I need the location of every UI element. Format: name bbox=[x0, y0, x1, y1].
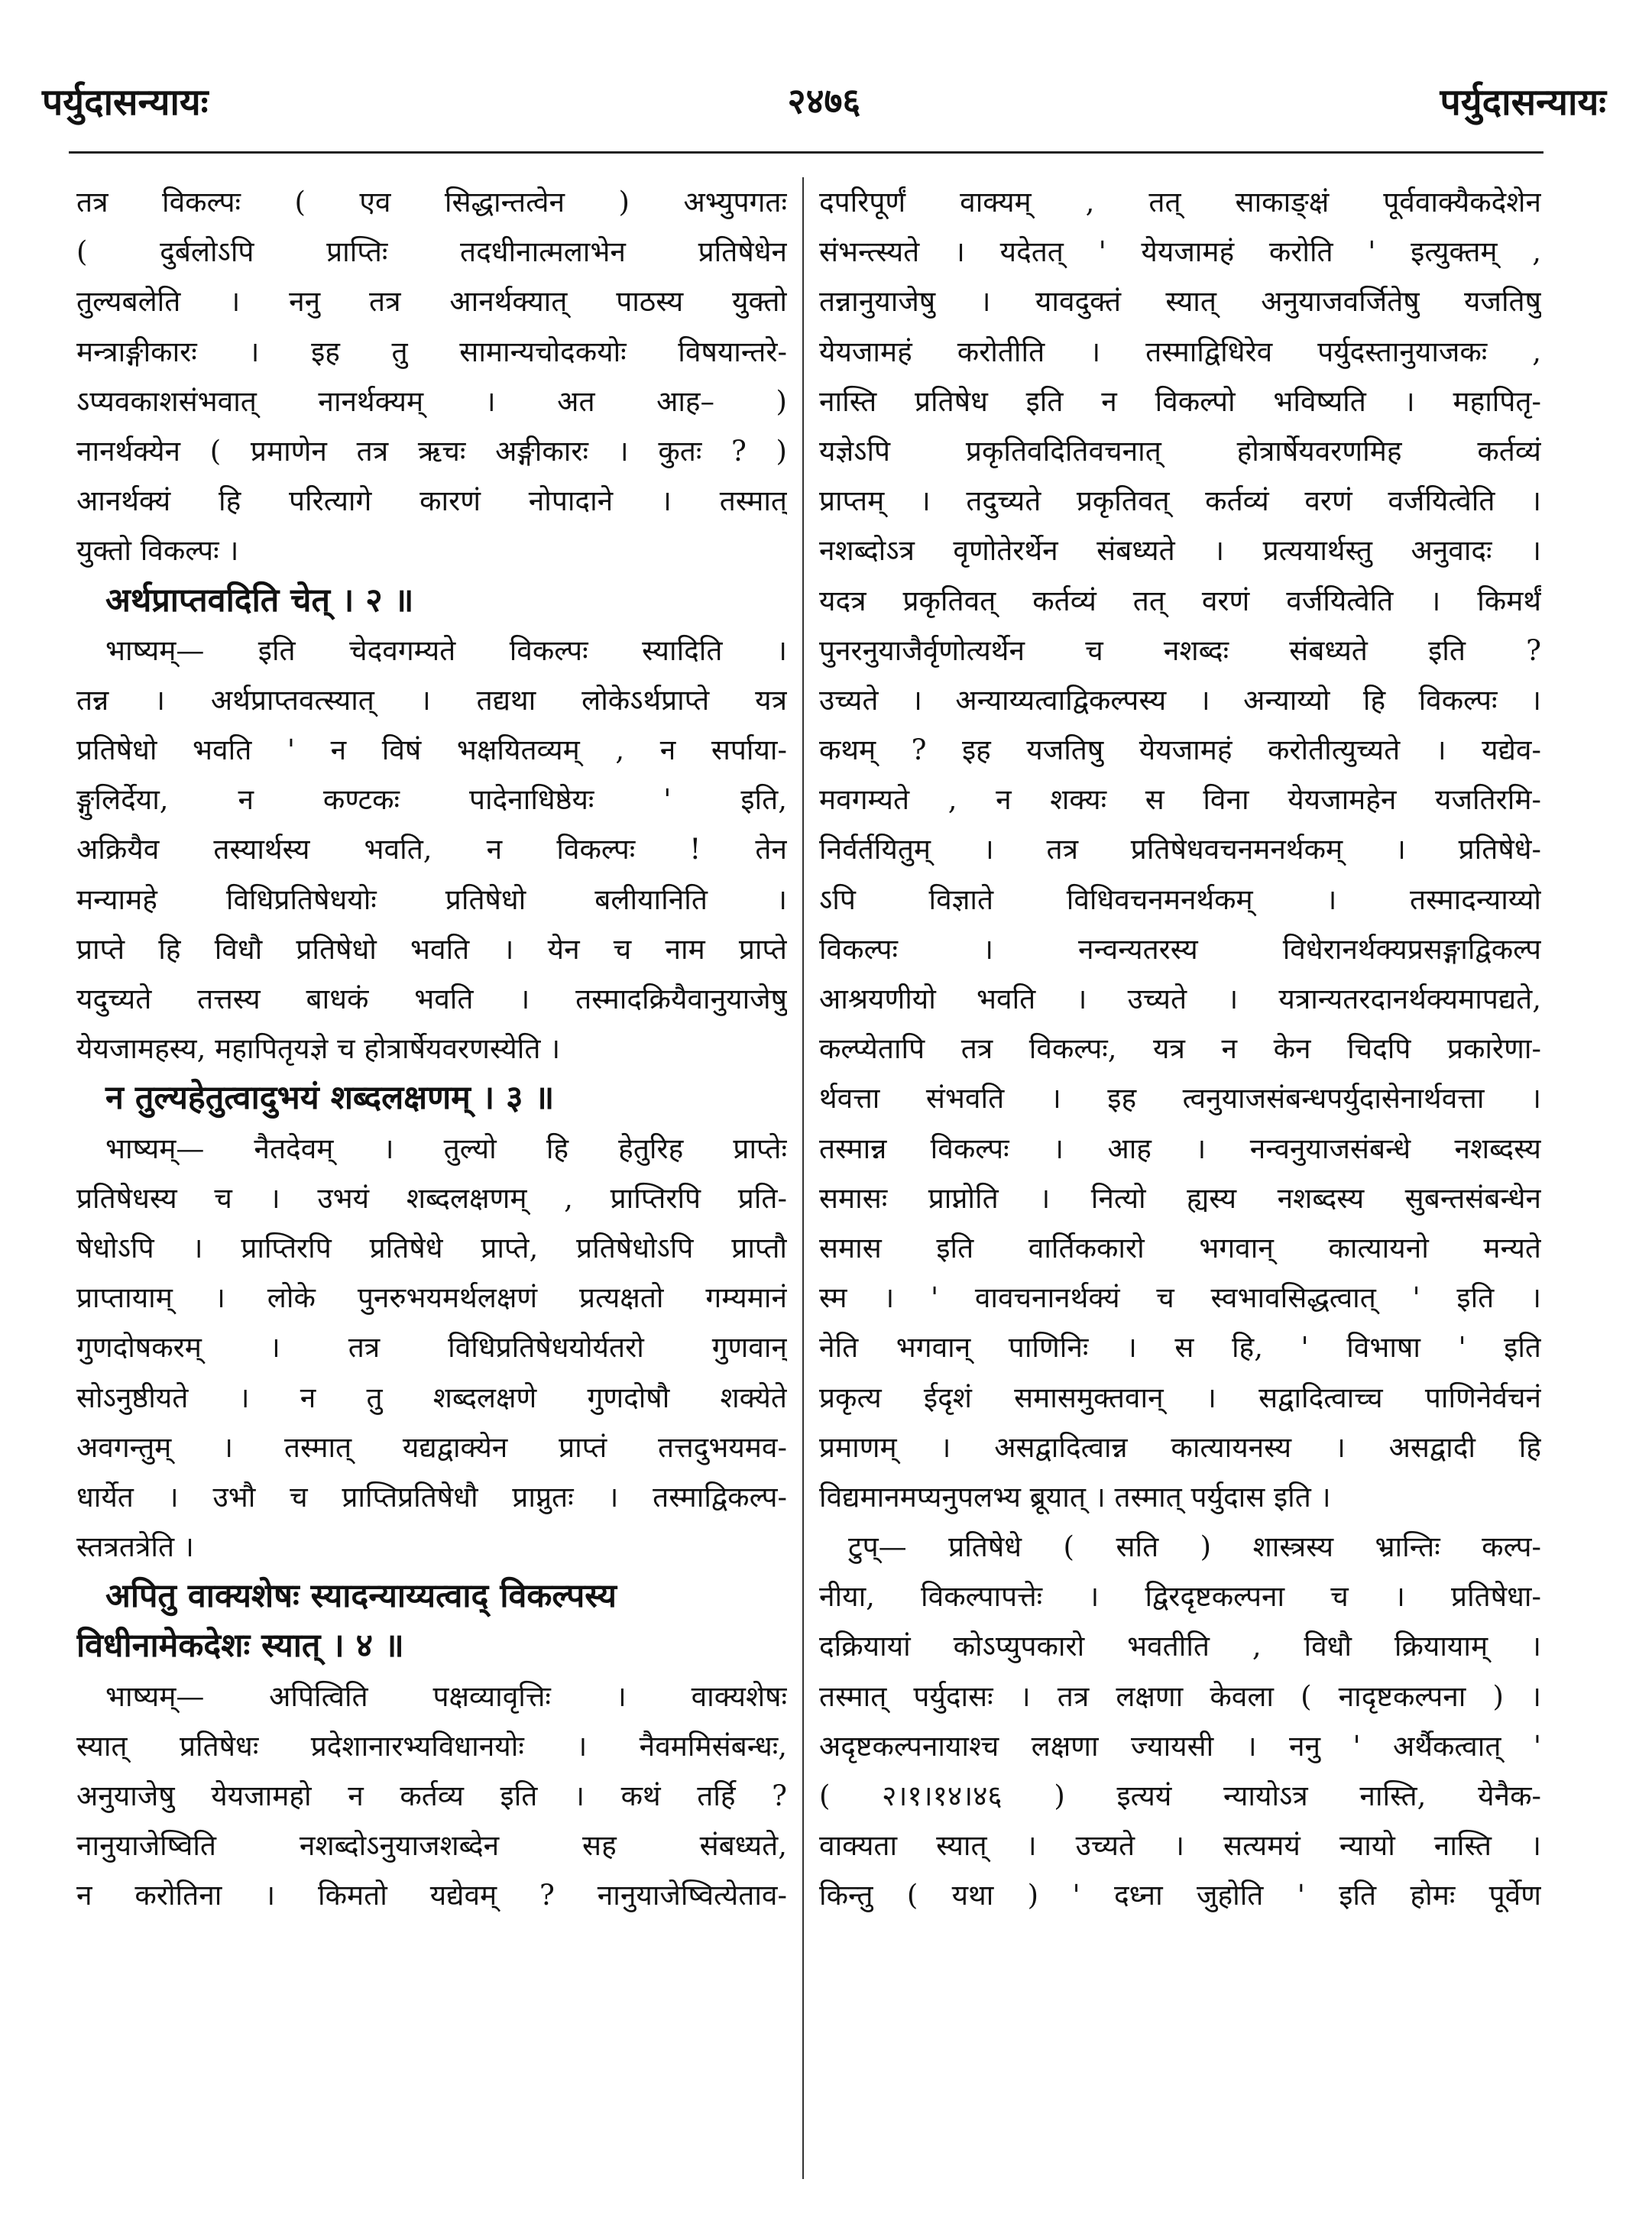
text-line: ऽप्यवकाशसंभवात् नानर्थक्यम् । अत आह– ) bbox=[76, 384, 787, 418]
text-line: धार्येत । उभौ च प्राप्तिप्रतिषेधौ प्राप्नुतः । तस्माद्विकल्प- bbox=[76, 1480, 787, 1514]
text-line: तत्र विकल्पः ( एव सिद्धान्तत्वेन ) अभ्युपगतः bbox=[76, 186, 787, 219]
text-line: नानर्थक्येन ( प्रमाणेन तत्र ऋचः अङ्गीकारः । कुतः ? ) bbox=[76, 434, 787, 468]
text-line: र्थवत्ता संभवति । इह त्वनुयाजसंबन्धपर्युदासेनार्थवत्ता । bbox=[819, 1082, 1541, 1115]
running-title-right: पर्युदासन्यायः bbox=[1440, 81, 1606, 124]
text-line: तन्नानुयाजेषु । यावदुक्तं स्यात् अनुयाजवर्जितेषु यजतिषु bbox=[819, 285, 1541, 319]
text-line: येयजामहस्य, महापितृयज्ञे च होत्रार्षेयवरणस्येति । bbox=[76, 1032, 561, 1066]
tupteeka-line: टुप्— प्रतिषेधे ( सति ) शास्त्रस्य भ्रान्तिः कल्प- bbox=[848, 1530, 1541, 1564]
text-line: नेति भगवान् पाणिनिः । स हि, ' विभाषा ' इति bbox=[819, 1331, 1541, 1365]
text-line: उच्यते । अन्याय्यत्वाद्विकल्पस्य । अन्याय्यो हि विकल्पः । bbox=[819, 683, 1541, 717]
text-line: तस्मान्न विकल्पः । आह । नन्वनुयाजसंबन्धे नशब्दस्य bbox=[819, 1132, 1541, 1165]
text-line: दपरिपूर्णं वाक्यम् , तत् साकाङ्क्षं पूर्ववाक्यैकदेशेन bbox=[819, 186, 1541, 219]
right-column bbox=[819, 177, 1541, 2187]
text-line: नशब्दोऽत्र वृणोतेरर्थेन संबध्यते । प्रत्ययार्थस्तु अनुवादः । bbox=[819, 534, 1541, 568]
bhashya-line: भाष्यम्— नैतदेवम् । तुल्यो हि हेतुरिह प्राप्तेः bbox=[105, 1132, 787, 1165]
text-line: कल्प्येतापि तत्र विकल्पः, यत्र न केन चिदपि प्रकारेणा- bbox=[819, 1032, 1541, 1066]
sutra-heading: न तुल्यहेतुत्वादुभयं शब्दलक्षणम् । ३ ॥ bbox=[105, 1079, 555, 1118]
text-line: अदृष्टकल्पनायाश्च लक्षणा ज्यायसी । ननु ' अर्थैकत्वात् ' bbox=[819, 1729, 1541, 1763]
text-line: तस्मात् पर्युदासः । तत्र लक्षणा केवला ( नादृष्टकल्पना ) । bbox=[819, 1679, 1541, 1713]
text-line: अवगन्तुम् । तस्मात् यद्यद्वाक्येन प्राप्तं तत्तदुभयमव- bbox=[76, 1430, 787, 1464]
text-line: समासः प्राप्नोति । नित्यो ह्यस्य नशब्दस्य सुबन्तसंबन्धेन bbox=[819, 1181, 1541, 1215]
text-line: प्राप्तम् । तदुच्यते प्रकृतिवत् कर्तव्यं वरणं वर्जयित्वेति । bbox=[819, 484, 1541, 518]
text-line: प्रमाणम् । असद्वादित्वान्न कात्यायनस्य । असद्वादी हि bbox=[819, 1430, 1541, 1464]
text-line: तुल्यबलेति । ननु तत्र आनर्थक्यात् पाठस्य युक्तो bbox=[76, 285, 787, 319]
text-line: प्रतिषेधस्य च । उभयं शब्दलक्षणम् , प्राप्तिरपि प्रति- bbox=[76, 1181, 787, 1215]
bhashya-line: भाष्यम्— इति चेदवगम्यते विकल्पः स्यादिति । bbox=[105, 633, 787, 667]
text-line: अक्रियैव तस्यार्थस्य भवति, न विकल्पः ! तेन bbox=[76, 833, 787, 866]
text-line: समास इति वार्तिककारो भगवान् कात्यायनो मन्यते bbox=[819, 1231, 1541, 1264]
sutra-heading: अर्थप्राप्तवदिति चेत् । २ ॥ bbox=[105, 581, 414, 620]
text-line: तन्न । अर्थप्राप्तवत्स्यात् । तद्यथा लोकेऽर्थप्राप्ते यत्र bbox=[76, 683, 787, 717]
page-header bbox=[42, 76, 1606, 145]
sutra-heading: विधीनामेकदेशः स्यात् । ४ ॥ bbox=[76, 1627, 404, 1666]
page-number: २४७६ bbox=[787, 80, 861, 121]
text-line: सोऽनुष्ठीयते । न तु शब्दलक्षणे गुणदोषौ शक्येते bbox=[76, 1381, 787, 1414]
column-divider bbox=[802, 177, 804, 2179]
text-line: प्रकृत्य ईदृशं समासमुक्तवान् । सद्वादित्वाच्च पाणिनेर्वचनं bbox=[819, 1381, 1541, 1414]
text-line: प्राप्तायाम् । लोके पुनरुभयमर्थलक्षणं प्रत्यक्षतो गम्यमानं bbox=[76, 1281, 787, 1315]
text-line: यज्ञेऽपि प्रकृतिवदितिवचनात् होत्रार्षेयवरणमिह कर्तव्यं bbox=[819, 434, 1541, 468]
text-line: वाक्यता स्यात् । उच्यते । सत्यमयं न्यायो नास्ति । bbox=[819, 1829, 1541, 1863]
text-line: किन्तु ( यथा ) ' दध्ना जुहोति ' इति होमः पूर्वेण bbox=[819, 1879, 1541, 1912]
text-line: प्रतिषेधो भवति ' न विषं भक्षयितव्यम् , न सर्पाया- bbox=[76, 733, 787, 767]
text-line: मन्त्राङ्गीकारः । इह तु सामान्यचोदकयोः विषयान्तरे- bbox=[76, 335, 787, 368]
text-line: ( २।१।१४।४६ ) इत्ययं न्यायोऽत्र नास्ति, येनैक- bbox=[819, 1779, 1541, 1812]
text-line: स्यात् प्रतिषेधः प्रदेशानारभ्यविधानयोः । नैवममिसंबन्धः, bbox=[76, 1729, 787, 1763]
text-line: विकल्पः । नन्वन्यतरस्य विधेरानर्थक्यप्रसङ्गाद्विकल्प bbox=[819, 932, 1541, 966]
text-line: प्राप्ते हि विधौ प्रतिषेधो भवति । येन च नाम प्राप्ते bbox=[76, 932, 787, 966]
text-line: ङ्गुलिर्देया, न कण्टकः पादेनाधिष्ठेयः ' इति, bbox=[76, 783, 787, 817]
text-line: संभन्त्स्यते । यदेतत् ' येयजामहं करोति ' इत्युक्तम् , bbox=[819, 235, 1541, 269]
text-line: मन्यामहे विधिप्रतिषेधयोः प्रतिषेधो बलीयानिति । bbox=[76, 882, 787, 916]
bhashya-line: भाष्यम्— अपित्विति पक्षव्यावृत्तिः । वाक्यशेषः bbox=[105, 1679, 787, 1713]
text-line: नानुयाजेष्विति नशब्दोऽनुयाजशब्देन सह संबध्यते, bbox=[76, 1829, 787, 1863]
text-line: येयजामहं करोतीति । तस्माद्विधिरेव पर्युदस्तानुयाजकः , bbox=[819, 335, 1541, 368]
text-line: मवगम्यते , न शक्यः स विना येयजामहेन यजतिरमि- bbox=[819, 783, 1541, 817]
text-line: ऽपि विज्ञाते विधिवचनमनर्थकम् । तस्मादन्याय्यो bbox=[819, 882, 1541, 916]
text-line: ( दुर्बलोऽपि प्राप्तिः तदधीनात्मलाभेन प्रतिषेधेन bbox=[76, 235, 787, 269]
text-line: यदुच्यते तत्तस्य बाधकं भवति । तस्मादक्रियैवानुयाजेषु bbox=[76, 983, 787, 1015]
sutra-heading: अपितु वाक्यशेषः स्यादन्याय्यत्वाद् विकल्पस्य bbox=[105, 1577, 617, 1616]
text-line: निर्वर्तयितुम् । तत्र प्रतिषेधवचनमनर्थकम् । प्रतिषेधे- bbox=[819, 833, 1541, 866]
text-line: युक्तो विकल्पः । bbox=[76, 534, 239, 568]
text-line: दक्रियायां कोऽप्युपकारो भवतीति , विधौ क्रियायाम् । bbox=[819, 1630, 1541, 1663]
text-line: यदत्र प्रकृतिवत् कर्तव्यं तत् वरणं वर्जयित्वेति । किमर्थं bbox=[819, 584, 1541, 617]
text-line: आश्रयणीयो भवति । उच्यते । यत्रान्यतरदानर्थक्यमापद्यते, bbox=[819, 983, 1541, 1015]
text-line: आनर्थक्यं हि परित्यागे कारणं नोपादाने । तस्मात् bbox=[76, 484, 787, 518]
text-line: पुनरनुयाजैर्वृणोत्यर्थेन च नशब्दः संबध्यते इति ? bbox=[819, 633, 1541, 667]
left-column bbox=[76, 177, 787, 2187]
text-line: गुणदोषकरम् । तत्र विधिप्रतिषेधयोर्यतरो गुणवान् bbox=[76, 1331, 787, 1365]
text-line: नास्ति प्रतिषेध इति न विकल्पो भविष्यति । महापितृ- bbox=[819, 384, 1541, 418]
running-title-left: पर्युदासन्यायः bbox=[42, 81, 209, 124]
text-line: अनुयाजेषु येयजामहो न कर्तव्य इति । कथं तर्हि ? bbox=[76, 1779, 787, 1812]
text-line: स्म । ' वावचनानर्थक्यं च स्वभावसिद्धत्वात् ' इति । bbox=[819, 1281, 1541, 1315]
text-line: स्तत्रतत्रेति । bbox=[76, 1530, 194, 1564]
text-line: कथम् ? इह यजतिषु येयजामहं करोतीत्युच्यते । यद्येव- bbox=[819, 733, 1541, 767]
text-line: विद्यमानमप्यनुपलभ्य ब्रूयात् । तस्मात् पर्युदास इति । bbox=[819, 1480, 1331, 1514]
text-line: नीया, विकल्पापत्तेः । द्विरदृष्टकल्पना च । प्रतिषेधा- bbox=[819, 1580, 1541, 1614]
header-rule bbox=[69, 151, 1543, 154]
text-line: न करोतिना । किमतो यद्येवम् ? नानुयाजेष्वित्येताव- bbox=[76, 1879, 787, 1912]
text-line: षेधोऽपि । प्राप्तिरपि प्रतिषेधे प्राप्ते, प्रतिषेधोऽपि प्राप्तौ bbox=[76, 1231, 787, 1264]
